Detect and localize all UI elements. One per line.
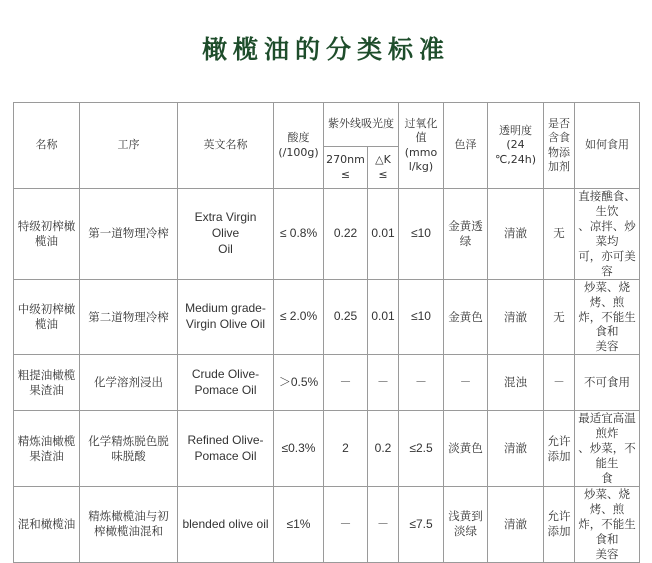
cell-uv-270nm: －	[324, 487, 368, 563]
cell-english-name: Medium grade- Virgin Olive Oil	[178, 279, 274, 355]
cell-name: 中级初榨橄 榄油	[14, 279, 80, 355]
cell-process: 第二道物理冷榨	[80, 279, 178, 355]
cell-uv-270nm: 0.25	[324, 279, 368, 355]
cell-transparency: 清澈	[488, 189, 544, 280]
cell-english-name: Refined Olive- Pomace Oil	[178, 411, 274, 487]
header-color: 色泽	[444, 103, 488, 189]
header-uv-delta-k: △K ≤	[368, 147, 399, 189]
cell-acidity: ≤0.3%	[274, 411, 324, 487]
cell-color: 淡黄色	[444, 411, 488, 487]
cell-usage: 炒菜、烧烤、煎 炸，不能生食和 美容	[575, 279, 640, 355]
header-uv-absorbance: 紫外线吸光度	[324, 103, 399, 147]
header-uv-270nm: 270nm ≤	[324, 147, 368, 189]
cell-additive: 允许 添加	[544, 411, 575, 487]
cell-peroxide: －	[399, 355, 444, 411]
header-peroxide: 过氧化 值 (mmo l/kg)	[399, 103, 444, 189]
cell-peroxide: ≤10	[399, 279, 444, 355]
cell-usage: 直接醮食、生饮 、凉拌、炒菜均 可，亦可美容	[575, 189, 640, 280]
cell-usage: 炒菜、烧烤、煎 炸，不能生食和 美容	[575, 487, 640, 563]
cell-additive: 无	[544, 279, 575, 355]
table-row	[14, 487, 640, 563]
table-row	[14, 355, 640, 411]
cell-process: 化学溶剂浸出	[80, 355, 178, 411]
cell-transparency: 清澈	[488, 279, 544, 355]
cell-peroxide: ≤7.5	[399, 487, 444, 563]
cell-name: 精炼油橄榄 果渣油	[14, 411, 80, 487]
cell-additive: －	[544, 355, 575, 411]
cell-process: 第一道物理冷榨	[80, 189, 178, 280]
cell-acidity: ≤1%	[274, 487, 324, 563]
cell-process: 精炼橄榄油与初 榨橄榄油混和	[80, 487, 178, 563]
header-english-name: 英文名称	[178, 103, 274, 189]
cell-color: 浅黄到 淡绿	[444, 487, 488, 563]
cell-english-name: Crude Olive- Pomace Oil	[178, 355, 274, 411]
header-process: 工序	[80, 103, 178, 189]
olive-oil-classification-table	[13, 102, 640, 563]
cell-transparency: 清澈	[488, 411, 544, 487]
cell-color: －	[444, 355, 488, 411]
cell-additive: 无	[544, 189, 575, 280]
header-additive: 是否 含食 物添 加剂	[544, 103, 575, 189]
cell-uv-270nm: 2	[324, 411, 368, 487]
cell-name: 混和橄榄油	[14, 487, 80, 563]
cell-usage: 不可食用	[575, 355, 640, 411]
cell-uv-delta-k: 0.2	[368, 411, 399, 487]
header-row	[14, 103, 640, 147]
cell-color: 金黄色	[444, 279, 488, 355]
header-acidity: 酸度 (/100g)	[274, 103, 324, 189]
cell-transparency: 清澈	[488, 487, 544, 563]
page-title: 橄榄油的分类标准	[201, 35, 450, 64]
cell-peroxide: ≤2.5	[399, 411, 444, 487]
cell-transparency: 混浊	[488, 355, 544, 411]
cell-english-name: blended olive oil	[178, 487, 274, 563]
cell-uv-delta-k: 0.01	[368, 279, 399, 355]
table-row	[14, 279, 640, 355]
cell-acidity: ＞0.5%	[274, 355, 324, 411]
header-name: 名称	[14, 103, 80, 189]
cell-acidity: ≤ 0.8%	[274, 189, 324, 280]
cell-process: 化学精炼脱色脱 味脱酸	[80, 411, 178, 487]
cell-uv-delta-k: －	[368, 355, 399, 411]
cell-uv-delta-k: 0.01	[368, 189, 399, 280]
cell-usage: 最适宜高温煎炸 、炒菜，不能生 食	[575, 411, 640, 487]
header-transparency: 透明度 (24 ℃,24h)	[488, 103, 544, 189]
cell-acidity: ≤ 2.0%	[274, 279, 324, 355]
cell-uv-delta-k: －	[368, 487, 399, 563]
cell-english-name: Extra Virgin Olive Oil	[178, 189, 274, 280]
cell-additive: 允许 添加	[544, 487, 575, 563]
header-usage: 如何食用	[575, 103, 640, 189]
cell-uv-270nm: 0.22	[324, 189, 368, 280]
cell-uv-270nm: －	[324, 355, 368, 411]
table-row	[14, 411, 640, 487]
table-row	[14, 189, 640, 280]
cell-peroxide: ≤10	[399, 189, 444, 280]
cell-name: 特级初榨橄 榄油	[14, 189, 80, 280]
cell-color: 金黄透 绿	[444, 189, 488, 280]
cell-name: 粗提油橄榄 果渣油	[14, 355, 80, 411]
